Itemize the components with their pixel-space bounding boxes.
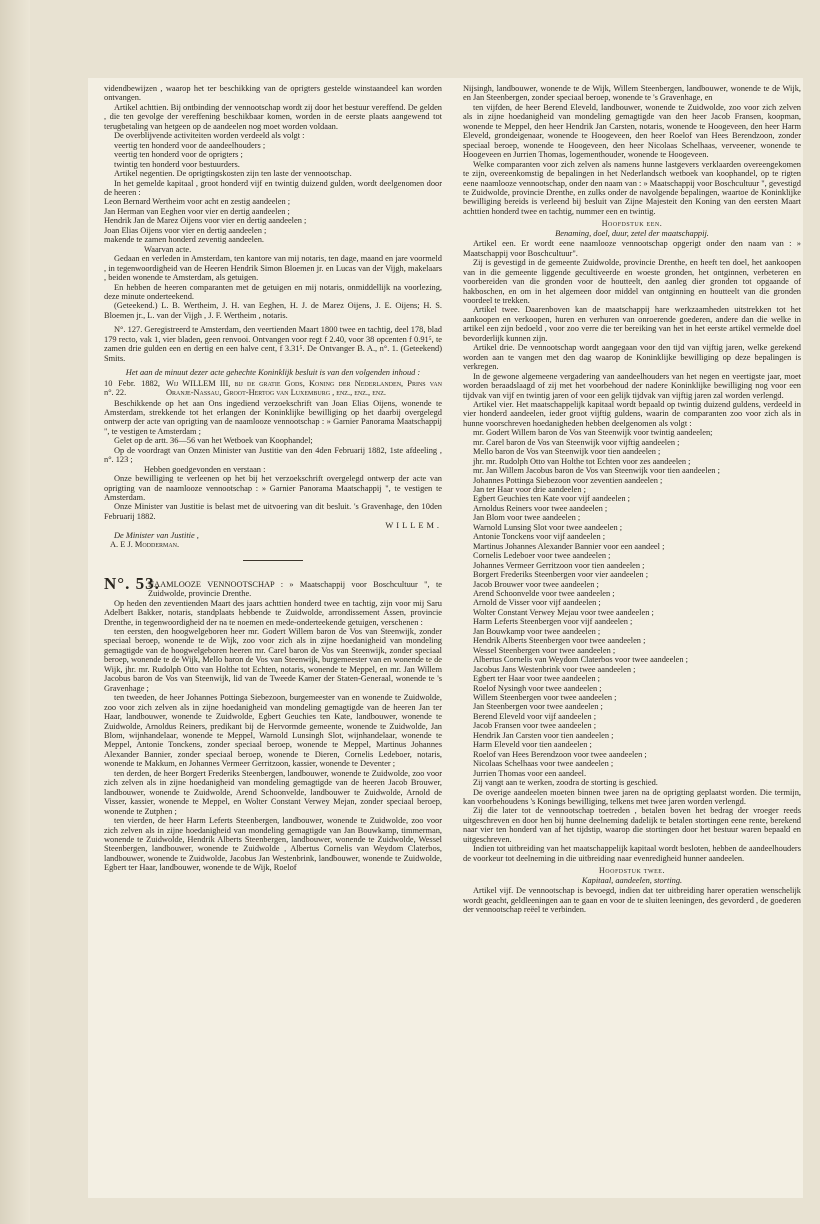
- paragraph: Waarvan acte.: [144, 244, 192, 254]
- paragraph: Hendrik Jan de Marez Oijens voor vier en dertig aandeelen ;: [104, 216, 307, 226]
- list-item: Martinus Johannes Alexander Bannier voor een aandeel ;: [473, 541, 665, 551]
- paragraph: Gedaan en verleden in Amsterdam, ten kantore van mij notaris, ten dage, maand en jare voormeld , in tegenwoordigheid van de Heeren Hendrik Simon Bloemen jr. en Lucas van der Vijgh, makelaars , beiden wonende te Amsterdam, als getuigen.: [104, 254, 442, 283]
- list-item: mr. Carel baron de Vos van Steenwijk voor vijftig aandeelen ;: [473, 437, 680, 447]
- list-item: Borgert Frederiks Steenbergen voor vier aandeelen ;: [473, 570, 649, 580]
- paragraph: ten vierden, de heer Harm Leferts Steenbergen, landbouwer, wonende te Zuidwolde, zoo voor zich zelven als in zijne hoedanigheid van mondeling gemagtigde van Jan Bouwkamp, timmerman, wonende te Zuidwolde, Hendrik Alberts Steenbergen, landbouwer, wonende te Zuidwolde, Wessel Steenbergen, landbouwer, wonende te Zuidwolde , Albertus Cornelis van Weydom Claterbos, landbouwer, wonende te Zuidwolde, Jacobus Jan Westenbrink, landbouwer, wonende te Zuidwolde, Egbert ter Haar, landbouwer, wonende te de Wijk, Roelof: [104, 816, 442, 873]
- paragraph: Welke comparanten voor zich zelven als namens hunne lastgevers verklaarden overeengekomen te zijn, overeenkomstig de bepalingen in het Nederlandsch wetboek van koophandel, op te rigten eene naamlooze vennootschap, onder den naam van : » Maatschappij voor Boschcultuur ", gevestigd te Zuidwolde, provincie Drenthe, en zulks onder de navolgende bepalingen, waartoe de Koninklijke bewilliging bereids is verleend bij besluit van Zijne Majesteit den Koning van den eersten Maart achttien honderd twee en tachtig, nummer een en twintig.: [463, 159, 801, 216]
- list-item: Wolter Constant Verwey Mejau voor twee aandeelen ;: [473, 607, 654, 617]
- list-item: jhr. mr. Rudolph Otto van Holthe tot Echten voor zes aandeelen ;: [473, 456, 691, 466]
- paragraph: In de gewone algemeene vergadering van aandeelhouders van het negen en veertigste jaar, moet worden beraadslaagd of zij met het voorbehoud der nadere Koninklijke bewilliging nog voor een tijdvak van vijf en twintig jaren of voor een gelijk tijdvak van vijftig jaren zal worden verlengd.: [463, 371, 801, 400]
- chapter-heading: Hoofdstuk een.: [601, 219, 663, 229]
- decree-king: Wij WILLEM III, bij de gratie Gods, Koning der Nederlanden, Prins van Oranje-Nassau, Groot-Hertog van Luxemburg , enz., enz., enz.: [166, 378, 442, 398]
- entry-title: NAAMLOOZE VENNOOTSCHAP : » Maatschappij voor Boschcultuur ", te Zuidwolde, provincie Drenthe.: [148, 579, 442, 599]
- paragraph: In het gemelde kapitaal , groot honderd vijf en twintig duizend gulden, wordt deelgenomen door de heeren :: [104, 178, 442, 197]
- paragraph: ten derden, de heer Borgert Frederiks Steenbergen, landbouwer, wonende te Zuidwolde, zoo voor zich zelven als in zijne hoedanigheid van mondeling gemagtigde van de heeren Jacob Brouwer, landbouwer, wonende te Zuidwolde, Arend Schoonvelde, landbouwer te Zuidwolde, Arnold de Visser, kassier, wonende te Meppel, en Wolter Constant Verwey Mejan, zonder speciaal beroep, wonende te Zutphen ;: [104, 768, 442, 816]
- list-item: Egbert Geuchies ten Kate voor vijf aandeelen ;: [473, 494, 630, 504]
- paragraph: makende te zamen honderd zeventig aandeelen.: [104, 235, 264, 245]
- list-item: mr. Godert Willem baron de Vos van Steenwijk voor twintig aandeelen;: [473, 428, 713, 438]
- decree-intro: Het aan de minuut dezer acte gehechte Koninklijk besluit is van den volgenden inhoud :: [125, 368, 421, 378]
- list-item: Jacobus Jans Westenbrink voor twee aandeelen ;: [473, 664, 636, 674]
- list-item: Albertus Cornelis van Weydom Claterbos voor twee aandeelen ;: [473, 655, 689, 665]
- paragraph: En hebben de heeren comparanten met de getuigen en mij notaris, onmiddellijk na voorlezing, deze minute onderteekend.: [104, 282, 442, 301]
- list-item: mr. Jan Willem Jacobus baron de Vos van Steenwijk voor tien aandeelen ;: [473, 466, 720, 476]
- paragraph: Zij vangt aan te werken, zoodra de storting is geschied.: [473, 778, 658, 788]
- shareholder-list: [463, 428, 801, 778]
- list-item: Roelof van Hees Berendzoon voor twee aandeelen ;: [473, 749, 647, 759]
- list-item: Berend Eleveld voor vijf aandeelen ;: [473, 711, 597, 721]
- list-item: Jan Blom voor twee aandeelen ;: [473, 513, 581, 523]
- paragraph: Beschikkende op het aan Ons ingediend verzoekschrift van Joan Elias Oijens, wonende te Amsterdam, strekkende tot het erlangen der Koninklijke bewilliging op het daarbij overgelegd ontwerp der acte van oprigting van de naamlooze vennootschap : » Garnier Panorama Maatschappij ", te vestigen te Amsterdam ;: [104, 398, 442, 436]
- list-item: Jurrien Thomas voor een aandeel.: [473, 768, 587, 778]
- minister-title: De Minister van Justitie ,: [114, 530, 199, 540]
- list-item: Johannes Vermeer Gerritzoon voor tien aandeelen ;: [473, 560, 645, 570]
- paragraph: Artikel twee. Daarenboven kan de maatschappij hare werkzaamheden uitstrekken tot het aankoopen en verkoopen, huren en verhuren van onroerende goederen, andere dan die welke in artikel een zijn bedoeld , voor zoo verre die ter bereiking van het in het eerste artikel vermelde doel bevorderlijk kunnen zijn.: [463, 305, 801, 343]
- list-item: Nicolaas Schelhaas voor twee aandeelen ;: [473, 759, 614, 769]
- list-item: Egbert ter Haar voor twee aandeelen ;: [473, 674, 600, 684]
- paragraph: Nijsingh, landbouwer, wonende te de Wijk, Willem Steenbergen, landbouwer, wonende te de Wijk, en Jan Steenbergen, zonder speciaal beroep, wonende te 's Gravenhage, en: [463, 84, 801, 103]
- paragraph: Artikel drie. De vennootschap wordt aangegaan voor den tijd van vijftig jaren, welke gerekend worden aan te vangen met den dag waarop de Koninklijke bewilliging op deze bepalingen is verkregen.: [463, 343, 801, 372]
- registration-note: N°. 127. Geregistreerd te Amsterdam, den veertienden Maart 1800 twee en tachtig, deel 178, blad 179 recto, vak 1, vier bladen, geen renvooi. Ontvangen voor regt f 2.40, voor 38 opcenten f 0.91⁵, te zamen drie gulden een en dertig en een halve cent, f 3.31⁵. De Ontvanger B. A., n°. 1. (Geteekend) Smits.: [104, 325, 442, 363]
- list-item: Jacob Fransen voor twee aandeelen ;: [473, 721, 597, 731]
- paragraph: Op heden den zeventienden Maart des jaars achttien honderd twee en tachtig, zijn voor mij Saru Adelbert Bakker, notaris, standplaats hebbende te Zuidwolde, arrondissement Assen, provincie Drenthe, in tegenwoordigheid der na te noemen en mede-onderteekende getuigen, verschenen :: [104, 598, 442, 627]
- paragraph: Artikel een. Er wordt eene naamlooze vennootschap opgerigt onder den naam van : » Maatschappij voor Boschcultuur".: [463, 239, 801, 258]
- list-item: Willem Steenbergen voor twee aandeelen ;: [473, 693, 617, 702]
- paragraph: veertig ten honderd voor de oprigters ;: [114, 150, 243, 160]
- paragraph: veertig ten honderd voor de aandeelhouders ;: [114, 140, 266, 150]
- paragraph: Artikel negentien. De oprigtingskosten zijn ten laste der vennootschap.: [114, 169, 352, 179]
- list-item: Harm Leferts Steenbergen voor vijf aandeelen ;: [473, 617, 633, 627]
- paragraph: Joan Elias Oijens voor vier en dertig aandeelen ;: [104, 225, 267, 235]
- decree-header: [104, 379, 442, 398]
- paragraph: ten vijfden, de heer Berend Eleveld, landbouwer, wonende te Zuidwolde, zoo voor zich zelven als in zijne hoedanigheid van mondeling gemagtigde van den heer Jacob Fransen, koopman, wonende te Meppel, den heer Hendrik Jan Carsten, notaris, wonende te Hoogeveen, den heer Harm Eleveld, grondeigenaar, wonende te Hoogeveen, den heer Roelof van Hees Berendzoon, zonder speciaal beroep, wonende te Hoogeveen, den heer Nicolaas Schelhaas, verveener, wonende te Hoogeveen en Jurrien Thomas, logementhouder, wonende te Hoogeveen.: [463, 102, 801, 160]
- paragraph: Artikel achttien. Bij ontbinding der vennootschap wordt zij door het bestuur vereffend. De gelden , die ten gevolge der vereffening beschikbaar komen, worden in de eerste plaats aangewend tot terugbetaling van hetgeen op de aandeelen nog moet worden voldaan.: [104, 102, 442, 131]
- minister-name: A. E J. Modderman.: [110, 540, 180, 550]
- paragraph: Indien tot uitbreiding van het maatschappelijk kapitaal wordt besloten, hebben de aandeelhouders de voorkeur tot deelneming in die uitbreiding naar evenredigheid hunner aandeelen.: [463, 844, 801, 863]
- paragraph: Hebben goedgevonden en verstaan :: [144, 464, 266, 474]
- list-item: Jan Bouwkamp voor twee aandeelen ;: [473, 626, 601, 636]
- list-item: Hendrik Alberts Steenbergen voor twee aandeelen ;: [473, 636, 646, 646]
- list-item: Mello baron de Vos van Steenwijk voor tien aandeelen ;: [473, 447, 661, 457]
- list-item: Arnoldus Reiners voor twee aandeelen ;: [473, 503, 608, 513]
- chapter-subheading: Kapitaal, aandeelen, storting.: [581, 875, 683, 885]
- paragraph: Artikel vier. Het maatschappelijk kapitaal wordt bepaald op twintig duizend guldens, verdeeld in vier honderd aandeelen, ieder groot vijftig guldens, waarin de comparanten zoo voor zich als in hunne voorschreven hoedanigheden hebben deelgenomen als volgt :: [463, 399, 801, 428]
- signature: WILLEM.: [385, 521, 442, 531]
- paragraph: Jan Herman van Eeghen voor vier en dertig aandeelen ;: [104, 206, 290, 216]
- list-item: Jan Steenbergen voor twee aandeelen ;: [473, 702, 603, 712]
- paragraph: (Geteekend.) L. B. Wertheim, J. H. van Eeghen, H. J. de Marez Oijens, J. E. Oijens; H. S. Bloemen jr., L. van der Vijgh , J. F. Wertheim , notaris.: [104, 301, 442, 320]
- chapter-heading: Hoofdstuk twee.: [599, 866, 665, 876]
- list-item: Arend Schoonvelde voor twee aandeelen ;: [473, 589, 615, 599]
- paragraph: Leon Bernard Wertheim voor acht en zestig aandeelen ;: [104, 197, 291, 207]
- paragraph: videndbewijzen , waarop het ter beschikking van de oprigters gestelde winstaandeel kan worden ontvangen.: [104, 84, 442, 103]
- page-binding-shadow: [0, 0, 30, 1224]
- paragraph: ten tweeden, de heer Johannes Pottinga Siebezoon, burgemeester van en wonende te Zuidwolde, zoo voor zich zelven als in zijne hoedanigheid van mondeling gemagtigde van de heeren Jan ter Haar, landbouwer, wonende te Zuidwolde, Egbert Geuchies ten Kate, landbouwer, wonende te Zuidwolde, Arnoldus Reiners, predikant bij de Hervormde gemeente, wonende te Zuidwolde, Jan Blom, wijnhandelaar, wonende te Meppel, Warnold Lunsingh Slot, wijnhandelaar, wonende te Meppel, Antonie Tonckens, zonder speciaal beroep, wonende te Meppel, Martinus Johannes Alexander Bannier, zonder speciaal beroep, wonende te Dieren, Cornelis Ledeboer, notaris, wonende te Makkum, en Johannes Vermeer Gerritzoon, kassier, wonende te Deventer ;: [104, 693, 442, 769]
- paragraph: Gelet op de artt. 36—56 van het Wetboek van Koophandel;: [114, 436, 313, 446]
- paragraph: Op de voordragt van Onzen Minister van Justitie van den 4den Februarij 1882, 1ste afdeeling , n°. 123 ;: [104, 445, 442, 465]
- list-item: Cornelis Ledeboer voor twee aandeelen ;: [473, 551, 611, 561]
- right-column: [463, 84, 801, 914]
- paragraph: Onze Minister van Justitie is belast met de uitvoering van dit besluit. 's Gravenhage, den 10den Februarij 1882.: [104, 502, 442, 521]
- paragraph: Zij die later tot de vennootschap toetreden , betalen boven het bedrag der vroeger reeds uitgeschreven en door hen bij hunne deelneming dadelijk te betalen stortingen eene rente, berekend naar vier ten honderd van af het tijdstip, waarop die stortingen door het bestuur waren bepaald en uitgeschreven.: [463, 806, 801, 844]
- list-item: Jan ter Haar voor drie aandeelen ;: [473, 485, 587, 495]
- gazette-page: [88, 78, 803, 1198]
- paragraph: De overblijvende activiteiten worden verdeeld als volgt :: [114, 131, 305, 141]
- entry-number: N°. 53.: [104, 573, 160, 593]
- paragraph: De overige aandeelen moeten binnen twee jaren na de oprigting geplaatst worden. Die termijn, kan voorbehoudens 's Konings bewilliging, telkens met twee jaren worden verlengd.: [463, 787, 801, 806]
- list-item: Hendrik Jan Carsten voor tien aandeelen ;: [473, 730, 614, 740]
- paragraph: Artikel vijf. De vennootschap is bevoegd, indien dat ter uitbreiding harer operatien wenschelijk wordt geacht, geldleeningen aan te gaan en voor de te sluiten leeningen, des gevorderd , de goederen der vennootschap reëel te verbinden.: [463, 886, 801, 914]
- left-column: [104, 84, 442, 873]
- list-item: Antonie Tonckens voor vijf aandeelen ;: [473, 532, 606, 542]
- decree-date: 10 Febr. 1882, n°. 22.: [104, 378, 160, 398]
- section-divider: [243, 560, 303, 561]
- paragraph: twintig ten honderd voor bestuurders.: [114, 159, 240, 169]
- list-item: Arnold de Visser voor vijf aandeelen ;: [473, 598, 601, 608]
- list-item: Jacob Brouwer voor twee aandeelen ;: [473, 579, 599, 589]
- list-item: Harm Eleveld voor tien aandeelen ;: [473, 740, 592, 750]
- paragraph: ten eersten, den hoogwelgeboren heer mr. Godert Willem baron de Vos van Steenwijk, zonder speciaal beroep, wonende te de Wijk, zoo voor zich als in zijne hoedanigheid van mondeling gemagtigde van de hoogwelgeboren heeren mr. Carel baron de Vos van Steenwijk, zonder speciaal beroep, wonende te de Wijk, Mello baron de Vos van Steenwijk, burgemeester van en wonende te de Wijk, jhr. mr. Rudolph Otto van Holthe tot Echten, notaris, wonende te Meppel, en mr. Jan Willem Jacobus baron de Vos van Steenwijk, lid van de Tweede Kamer der Staten-Generaal, wonende te 's Gravenhage ;: [104, 627, 442, 693]
- paragraph: Onze bewilliging te verleenen op het bij het verzoekschrift overgelegd ontwerp der acte van oprigting van de naamlooze vennootschap : » Garnier Panorama Maatschappij ", te vestigen te Amsterdam.: [104, 474, 442, 503]
- list-item: Johannes Pottinga Siebezoon voor zeventien aandeelen ;: [473, 475, 663, 485]
- list-item: Wessel Steenbergen voor twee aandeelen ;: [473, 645, 616, 655]
- list-item: Roelof Nysingh voor twee aandeelen ;: [473, 683, 602, 693]
- paragraph: Zij is gevestigd in de gemeente Zuidwolde, provincie Drenthe, en heeft ten doel, het aankoopen van in die gemeente liggende gecultiveerde en woeste gronden, het ontginnen, verbeteren en voorbereiden van die gronden voor de houtteelt, den aanleg dier gronden tot opgaande of hakboschen, en om in het algemeen door middel van ontginning en houtteelt van die gronden voordeel te trekken.: [463, 258, 801, 305]
- chapter-subheading: Benaming, doel, duur, zetel der maatschappij.: [555, 228, 709, 238]
- list-item: Warnold Lunsing Slot voor twee aandeelen ;: [473, 522, 623, 532]
